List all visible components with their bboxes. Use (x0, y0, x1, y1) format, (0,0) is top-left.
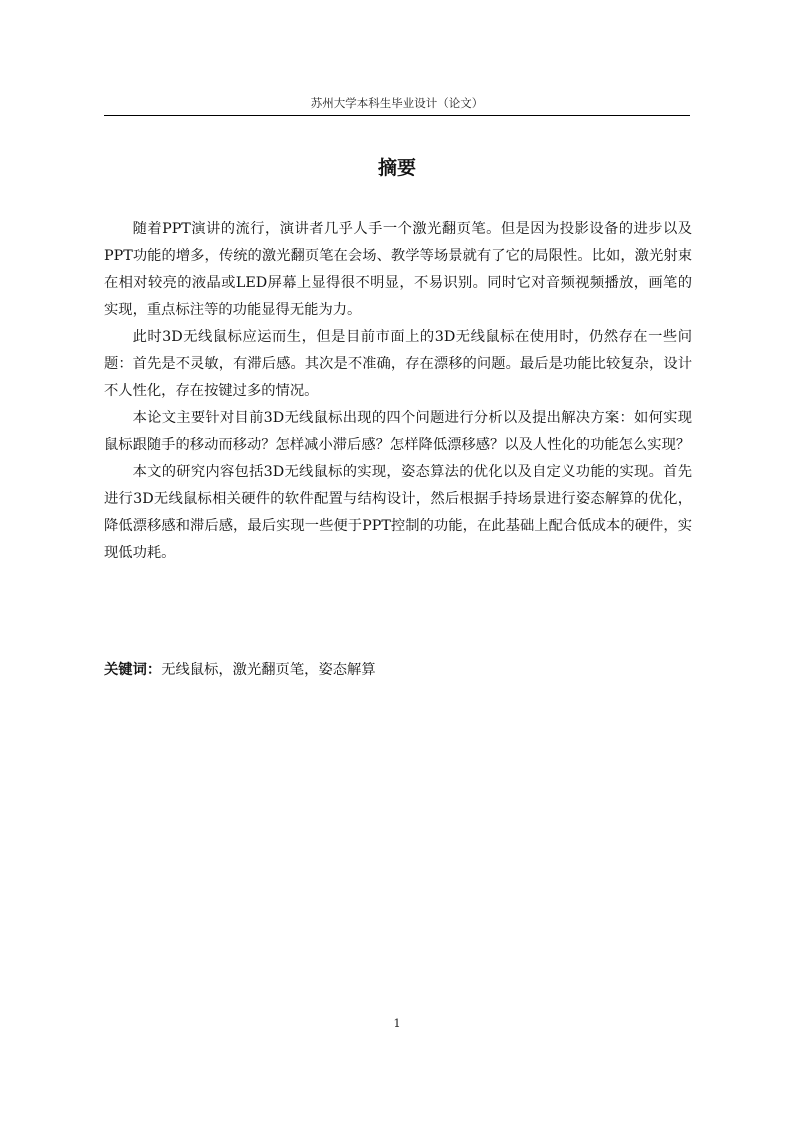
abstract-paragraph-2: 此时3D无线鼠标应运而生，但是目前市面上的3D无线鼠标在使用时，仍然存在一些问题：首先是不灵敏，有滞后感。其次是不准确，存在漂移的问题。最后是功能比较复杂，设计不人性化，存在按键过多的情况。 (104, 329, 692, 399)
abstract-paragraph-3: 本论文主要针对目前3D无线鼠标出现的四个问题进行分析以及提出解决方案：如何实现鼠标跟随手的移动而移动？怎样减小滞后感？怎样降低漂移感？以及人性化的功能怎么实现？ (104, 410, 692, 453)
abstract-paragraph-4: 本文的研究内容包括3D无线鼠标的实现，姿态算法的优化以及自定义功能的实现。首先进行3D无线鼠标相关硬件的软件配置与结构设计，然后根据手持场景进行姿态解算的优化，降低漂移感和滞后感，最后实现一些便于PPT控制的功能，在此基础上配合低成本的硬件，实现低功耗。 (104, 464, 692, 561)
keywords-label: 关键词： (104, 662, 162, 678)
page-number: 1 (393, 1016, 401, 1030)
keywords-text: 无线鼠标，激光翻页笔，姿态解算 (161, 662, 376, 678)
running-header: 苏州大学本科生毕业设计（论文） (310, 96, 484, 110)
keywords-line (104, 657, 692, 684)
abstract-body (104, 216, 692, 567)
abstract-paragraph-1: 随着PPT演讲的流行，演讲者几乎人手一个激光翻页笔。但是因为投影设备的进步以及PPT功能的增多，传统的激光翻页笔在会场、教学等场景就有了它的局限性。比如，激光射束在相对较亮的液晶或LED屏幕上显得很不明显，不易识别。同时它对音频视频播放，画笔的实现，重点标注等的功能显得无能为力。 (104, 221, 692, 318)
abstract-title: 摘要 (377, 157, 416, 179)
header-divider (104, 115, 690, 116)
